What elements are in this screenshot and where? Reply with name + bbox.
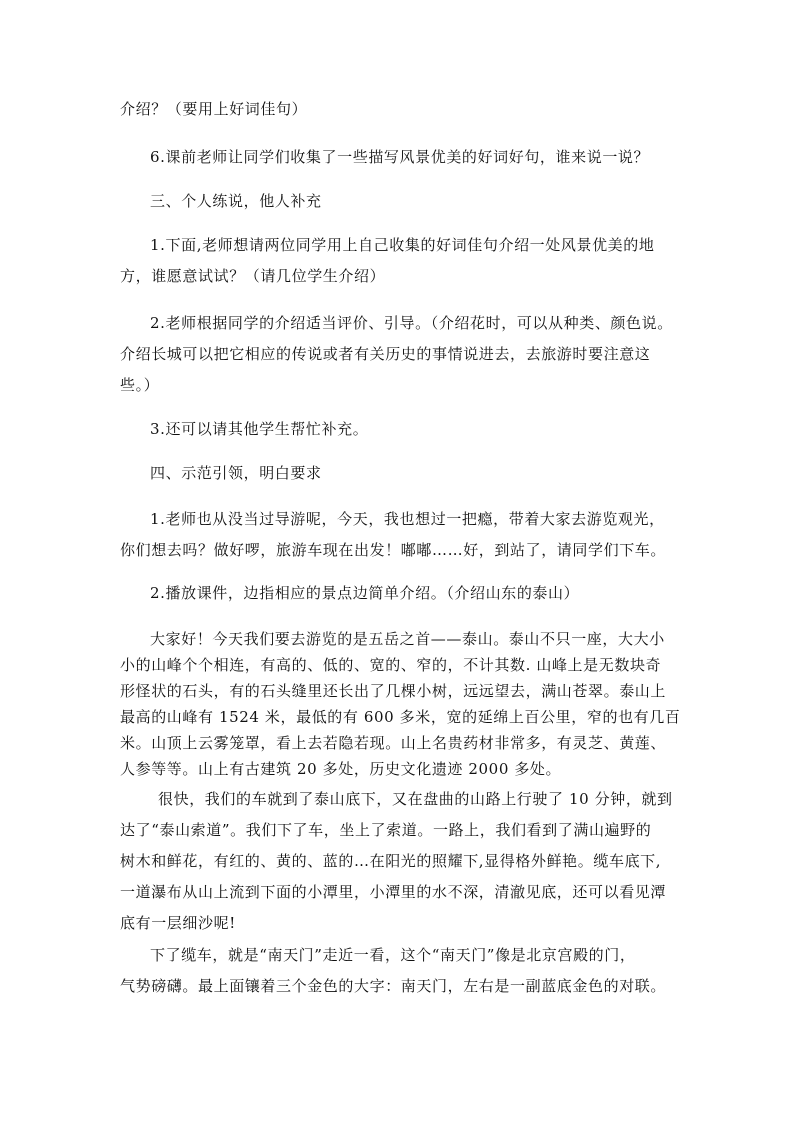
paragraph-practice-1 [120,230,706,292]
text-line: 下了缆车，就是“南天门”走近一看，这个“南天门”像是北京宫殿的门， [150,946,636,964]
text-line: 形怪状的石头，有的石头缝里还长出了几棵小树，远远望去，满山苍翠。泰山上 [120,682,667,700]
paragraph-practice-3 [120,414,706,444]
paragraph-item-6 [120,142,706,172]
text-line: 3.还可以请其他学生帮忙补充。 [150,420,369,438]
text-line: 方，谁愿意试试？（请几位学生介绍） [120,267,386,285]
text-line: 6.课前老师让同学们收集了一些描写风景优美的好词好句，谁来说一说？ [150,148,650,166]
section-heading-4 [120,458,706,488]
section-heading-3 [120,186,706,216]
text-line: 介绍？（要用上好词佳句） [120,100,308,118]
paragraph-taishan-intro [120,626,706,782]
paragraph-practice-2 [120,308,706,401]
text-line: 1.老师也从没当过导游呢，今天，我也想过一把瘾，带着大家去游览观光， [150,510,665,528]
text-line: 2.播放课件，边指相应的景点边简单介绍。（介绍山东的泰山） [150,584,580,602]
text-line: 你们想去吗？做好啰，旅游车现在出发！嘟嘟……好，到站了，请同学们下车。 [120,541,667,559]
text-line: 人参等等。山上有古建筑 20 多处，历史文化遗迹 2000 多处。 [120,760,562,778]
paragraph-demo-2 [120,578,706,608]
text-line: 1.下面,老师想请两位同学用上自己收集的好词佳句介绍一处风景优美的地 [150,236,655,254]
text-line: 底有一层细沙呢! [120,914,236,932]
text-line: 树木和鲜花，有红的、黄的、蓝的…在阳光的照耀下,显得格外鲜艳。缆车底下, [120,852,662,870]
text-line: 2.老师根据同学的介绍适当评价、引导。（介绍花时，可以从种类、颜色说。 [150,314,673,332]
text-line: 四、示范引领，明白要求 [150,464,322,482]
text-line: 很快，我们的车就到了泰山底下，又在盘曲的山路上行驶了 10 分钟，就到 [158,790,673,808]
paragraph-cableway [120,784,714,939]
text-line: 大家好！今天我们要去游览的是五岳之首——泰山。泰山不只一座，大大小 [150,630,665,648]
text-line: 一道瀑布从山上流到下面的小潭里，小潭里的水不深，清澈见底，还可以看见潭 [120,883,667,901]
paragraph-demo-1 [120,504,706,566]
text-line: 达了“泰山索道”。我们下了车，坐上了索道。一路上，我们看到了满山遍野的 [120,821,652,839]
text-line: 米。山顶上云雾笼罩，看上去若隐若现。山上名贵药材非常多，有灵芝、黄莲、 [120,734,667,752]
text-line: 小的山峰个个相连，有高的、低的、宽的、窄的，不计其数. 山峰上是无数块奇 [120,656,662,674]
text-line: 最高的山峰有 1524 米，最低的有 600 多米，宽的延绵上百公里，窄的也有几百 [120,708,681,726]
paragraph-intro-question [120,94,676,124]
paragraph-south-gate [120,940,706,1002]
text-line: 三、个人练说，他人补充 [150,192,322,210]
text-line: 些。） [120,376,160,394]
text-line: 介绍长城可以把它相应的传说或者有关历史的事情说进去，去旅游时要注意这 [120,345,651,363]
text-line: 气势磅礴。最上面镶着三个金色的大字：南天门，左右是一副蓝底金色的对联。 [120,977,667,995]
